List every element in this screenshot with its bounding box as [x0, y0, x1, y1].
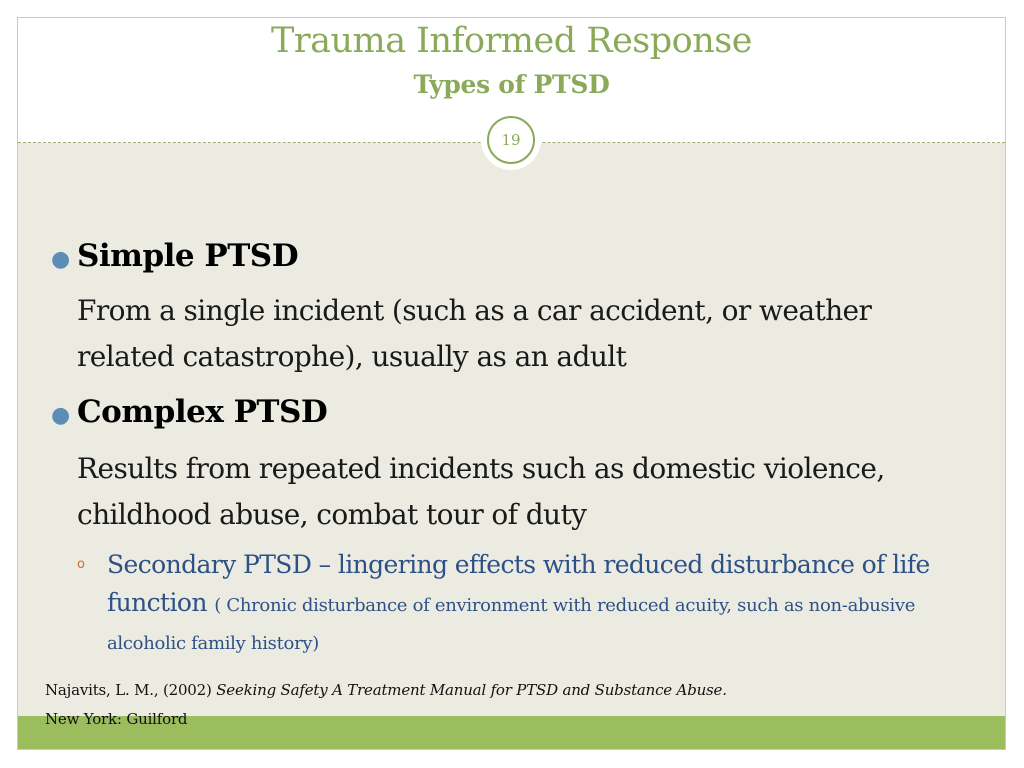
page-number: 19	[487, 116, 535, 164]
slide-title: Trauma Informed Response	[271, 21, 752, 61]
bullet-description: Results from repeated incidents such as domestic violence, childhood abuse, combat tour of duty	[77, 452, 885, 531]
sub-bullet-secondary-ptsd	[77, 546, 957, 660]
sub-bullet-note: ( Chronic disturbance of environment with reduced acuity, such as non-abusive alcoholic family history)	[107, 595, 916, 654]
bullet-dot-icon: ●	[51, 403, 71, 428]
bullet-description: From a single incident (such as a car accident, or weather related catastrophe), usually as an adult	[77, 294, 872, 373]
sub-bullet-text	[107, 546, 957, 660]
citation-authors: Najavits, L. M., (2002)	[45, 681, 217, 699]
hollow-circle-bullet-icon: o	[77, 557, 85, 572]
citation-title: Seeking Safety A Treatment Manual for PTSD and Substance Abuse.	[216, 681, 727, 699]
bullet-heading: Simple PTSD	[77, 238, 299, 274]
page-number-badge	[481, 110, 541, 170]
slide-subtitle: Types of PTSD	[413, 70, 610, 99]
bullet-simple-ptsd	[51, 236, 981, 276]
bullet-complex-ptsd	[51, 392, 981, 432]
citation-line-1	[45, 681, 727, 699]
slide-frame	[17, 17, 1006, 750]
citation-publisher: New York: Guilford	[45, 710, 188, 728]
sub-bullet-main-text: Secondary PTSD – lingering effects with reduced disturbance of life function	[107, 550, 930, 617]
bullet-dot-icon: ●	[51, 247, 71, 272]
bullet-heading: Complex PTSD	[77, 394, 328, 430]
